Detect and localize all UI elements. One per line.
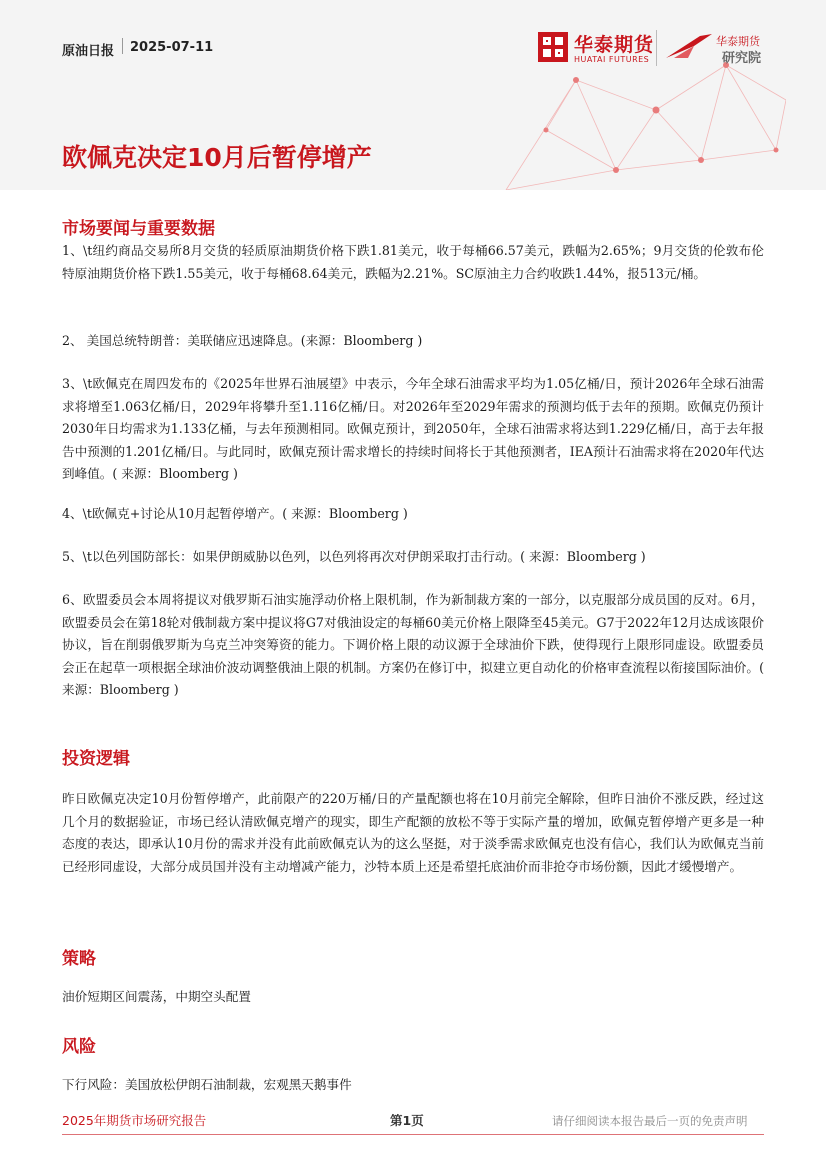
news-item-5: 5、\t以色列国防部长：如果伊朗威胁以色列，以色列将再次对伊朗采取打击行动。( 来源：Bloomberg ) xyxy=(62,549,646,564)
network-graphic-decoration xyxy=(486,60,786,190)
strategy-text: 油价短期区间震荡，中期空头配置 xyxy=(62,989,251,1004)
section-title-news: 市场要闻与重要数据 xyxy=(62,219,215,239)
header-separator xyxy=(122,38,123,54)
company-name: 华泰期货 xyxy=(574,34,655,56)
logo-divider xyxy=(656,30,657,66)
page-number: 第1页 xyxy=(390,1113,424,1128)
news-item-4: 4、\t欧佩克+讨论从10月起暂停增产。( 来源：Bloomberg ) xyxy=(62,506,408,521)
footer-report-name: 2025年期货市场研究报告 xyxy=(62,1113,207,1128)
report-date: 2025-07-11 xyxy=(130,40,214,55)
report-header xyxy=(0,0,826,190)
news-item-6: 6、欧盟委员会本周将提议对俄罗斯石油实施浮动价格上限机制，作为新制裁方案的一部分，以克服部分成员国的反对。6月，欧盟委员会在第18轮对俄制裁方案中提议将G7对俄油设定的每桶60美元价格上限降至45美元。G7于2022年12月达成该限价协议，旨在削弱俄罗斯为乌克兰冲突筹资的能力。下调价格上限的动议源于全球油价下跌，使得现行上限形同虚设。欧盟委员会正在起草一项根据全球油价波动调整俄油上限的机制。方案仍在修订中，拟建立更自动化的价格审查流程以衔接国际油价。( 来源：Bloomberg ) xyxy=(62,592,764,698)
institute-name: 研究院 xyxy=(722,51,762,66)
news-item-2: 2、 美国总统特朗普：美联储应迅速降息。(来源：Bloomberg ) xyxy=(62,333,423,348)
company-name-en: HUATAI FUTURES xyxy=(574,55,650,64)
news-item-3: 3、\t欧佩克在周四发布的《2025年世界石油展望》中表示，今年全球石油需求平均为1.05亿桶/日，预计2026年全球石油需求将增至1.063亿桶/日，2029年将攀升至1.116亿桶/日。对2026年至2029年需求的预测均低于去年的预期。欧佩克仍预计2030年日均需求为1.133亿桶，与去年预测相同。欧佩克预计，到2050年，全球石油需求将达到1.229亿桶/日，高于去年报告中预测的1.201亿桶/日。与此同时，欧佩克预计需求增长的持续时间将长于其他预测者，IEA预计石油需求将在2020年代达到峰值。( 来源：Bloomberg ) xyxy=(62,376,764,482)
logic-text: 昨日欧佩克决定10月份暂停增产，此前限产的220万桶/日的产量配额也将在10月前完全解除，但昨日油价不涨反跌，经过这几个月的数据验证，市场已经认清欧佩克增产的现实，即生产配额的放松不等于实际产量的增加，欧佩克暂停增产更多是一种态度的表达，即承认10月份的需求并没有此前欧佩克认为的这么坚挺，对于淡季需求欧佩克也没有信心，我们认为欧佩克当前已经形同虚设，大部分成员国并没有主动增减产能力，沙特本质上还是希望托底油价而非抢夺市场份额，因此才缓慢增产。 xyxy=(62,791,764,874)
risk-text: 下行风险：美国放松伊朗石油制裁，宏观黑天鹅事件 xyxy=(62,1077,352,1092)
footer-disclaimer-note: 请仔细阅读本报告最后一页的免责声明 xyxy=(552,1114,748,1128)
institute-company-name: 华泰期货 xyxy=(716,35,760,48)
news-item-1: 1、\t纽约商品交易所8月交货的轻质原油期货价格下跌1.81美元，收于每桶66.57美元，跌幅为2.65%；9月交货的伦敦布伦特原油期货价格下跌1.55美元，收于每桶68.64美元，跌幅为2.21%。SC原油主力合约收跌1.44%，报513元/桶。 xyxy=(62,243,764,281)
page-title: 欧佩克决定10月后暂停增产 xyxy=(62,143,372,172)
report-type-label: 原油日报 xyxy=(62,44,115,59)
huatai-logo-icon xyxy=(538,32,568,62)
research-institute-logo-icon xyxy=(664,32,714,60)
section-title-strategy: 策略 xyxy=(62,949,96,969)
section-title-risk: 风险 xyxy=(62,1037,96,1057)
footer-divider xyxy=(62,1134,764,1135)
section-title-logic: 投资逻辑 xyxy=(62,749,130,769)
